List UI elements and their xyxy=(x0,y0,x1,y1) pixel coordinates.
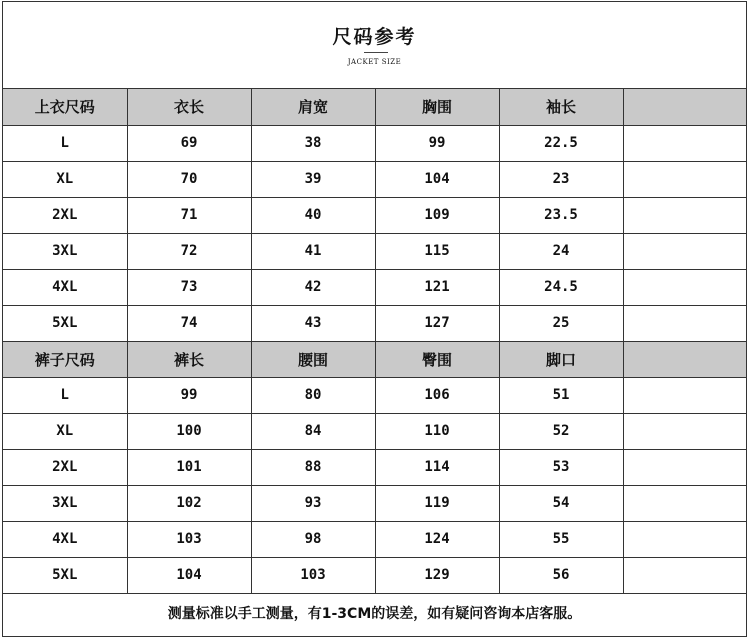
table-row xyxy=(3,485,746,521)
table-cell: 52 xyxy=(499,413,623,449)
chart-title: 尺码参考 xyxy=(332,26,417,48)
table-cell: 101 xyxy=(127,449,251,485)
table-cell: 104 xyxy=(375,161,499,197)
table-row xyxy=(3,269,746,305)
table-cell: 43 xyxy=(251,305,375,341)
chart-header xyxy=(3,2,746,89)
table-cell: 102 xyxy=(127,485,251,521)
table-cell: L xyxy=(3,125,127,161)
table-cell: 25 xyxy=(499,305,623,341)
table-cell: 2XL xyxy=(3,197,127,233)
size-table xyxy=(3,89,746,594)
table-cell xyxy=(623,521,746,557)
table-cell: 74 xyxy=(127,305,251,341)
table-cell: 110 xyxy=(375,413,499,449)
table-cell: 2XL xyxy=(3,449,127,485)
table-cell: 114 xyxy=(375,449,499,485)
table-row xyxy=(3,521,746,557)
table-cell: 109 xyxy=(375,197,499,233)
table-cell: XL xyxy=(3,161,127,197)
table-cell: 103 xyxy=(127,521,251,557)
size-chart xyxy=(2,1,747,637)
table-cell: 53 xyxy=(499,449,623,485)
table-cell: 93 xyxy=(251,485,375,521)
column-header: 上衣尺码 xyxy=(3,89,127,125)
table-row xyxy=(3,413,746,449)
table-row xyxy=(3,161,746,197)
table-cell: 55 xyxy=(499,521,623,557)
table-cell: 41 xyxy=(251,233,375,269)
table-cell: 73 xyxy=(127,269,251,305)
table-cell: 3XL xyxy=(3,485,127,521)
table-cell: 98 xyxy=(251,521,375,557)
table-cell xyxy=(623,233,746,269)
table-cell: 70 xyxy=(127,161,251,197)
table-cell: 119 xyxy=(375,485,499,521)
table-cell: 24 xyxy=(499,233,623,269)
table-cell xyxy=(623,269,746,305)
table-cell: 100 xyxy=(127,413,251,449)
table-cell: 51 xyxy=(499,377,623,413)
table-cell: 69 xyxy=(127,125,251,161)
table-cell xyxy=(623,161,746,197)
table-row xyxy=(3,197,746,233)
table-cell: 40 xyxy=(251,197,375,233)
top_table-header-row xyxy=(3,89,746,125)
title-divider xyxy=(364,52,388,53)
table-row xyxy=(3,233,746,269)
column-header: 裤子尺码 xyxy=(3,341,127,377)
table-cell: 54 xyxy=(499,485,623,521)
table-cell: 4XL xyxy=(3,269,127,305)
pants_table-header-row xyxy=(3,341,746,377)
table-cell: 104 xyxy=(127,557,251,593)
table-cell: 39 xyxy=(251,161,375,197)
table-cell xyxy=(623,413,746,449)
table-cell: 23.5 xyxy=(499,197,623,233)
column-header: 衣长 xyxy=(127,89,251,125)
column-header: 肩宽 xyxy=(251,89,375,125)
table-cell: 42 xyxy=(251,269,375,305)
table-row xyxy=(3,449,746,485)
table-row xyxy=(3,377,746,413)
measurement-note: 测量标准以手工测量，有1-3CM的误差，如有疑问咨询本店客服。 xyxy=(167,606,582,622)
column-header: 袖长 xyxy=(499,89,623,125)
table-cell: 3XL xyxy=(3,233,127,269)
table-cell xyxy=(623,197,746,233)
table-cell: 121 xyxy=(375,269,499,305)
table-cell xyxy=(623,449,746,485)
table-cell: 129 xyxy=(375,557,499,593)
chart-subtitle: JACKET SIZE xyxy=(347,58,402,66)
table-cell: 5XL xyxy=(3,557,127,593)
table-cell: 88 xyxy=(251,449,375,485)
table-cell: 24.5 xyxy=(499,269,623,305)
table-cell: 5XL xyxy=(3,305,127,341)
table-cell: 106 xyxy=(375,377,499,413)
table-row xyxy=(3,305,746,341)
table-cell: 38 xyxy=(251,125,375,161)
column-header xyxy=(623,341,746,377)
table-cell: 127 xyxy=(375,305,499,341)
table-cell: 22.5 xyxy=(499,125,623,161)
table-cell: 115 xyxy=(375,233,499,269)
column-header: 臀围 xyxy=(375,341,499,377)
table-cell: 99 xyxy=(127,377,251,413)
table-cell xyxy=(623,557,746,593)
table-cell: 23 xyxy=(499,161,623,197)
table-cell xyxy=(623,305,746,341)
table-cell: 99 xyxy=(375,125,499,161)
table-cell: 72 xyxy=(127,233,251,269)
table-cell: 80 xyxy=(251,377,375,413)
table-row xyxy=(3,125,746,161)
table-cell xyxy=(623,125,746,161)
table-cell xyxy=(623,485,746,521)
table-cell: XL xyxy=(3,413,127,449)
table-cell: 84 xyxy=(251,413,375,449)
column-header xyxy=(623,89,746,125)
column-header: 胸围 xyxy=(375,89,499,125)
table-cell: 124 xyxy=(375,521,499,557)
column-header: 裤长 xyxy=(127,341,251,377)
column-header: 腰围 xyxy=(251,341,375,377)
table-cell: L xyxy=(3,377,127,413)
table-cell xyxy=(623,377,746,413)
column-header: 脚口 xyxy=(499,341,623,377)
table-cell: 71 xyxy=(127,197,251,233)
table-row xyxy=(3,557,746,593)
table-cell: 56 xyxy=(499,557,623,593)
table-cell: 103 xyxy=(251,557,375,593)
table-cell: 4XL xyxy=(3,521,127,557)
